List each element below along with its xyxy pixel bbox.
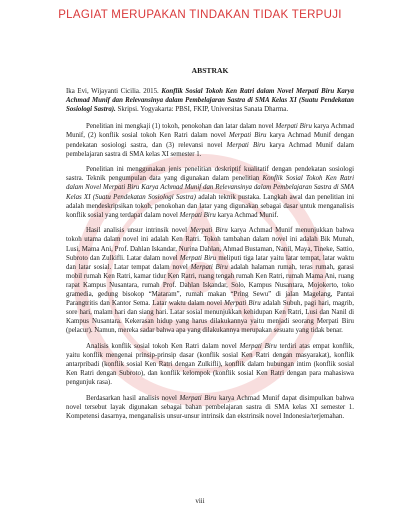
paragraph-text: Hasil analisis unsur intrinsik novel bbox=[86, 227, 191, 235]
italic-text: Merpati Biru bbox=[224, 300, 261, 308]
italic-text: Merpati Biru bbox=[190, 227, 228, 235]
paragraph-text: karya Achmad Munif, (2) konflik sosial tokoh Ken Ratri dalam novel bbox=[66, 123, 354, 140]
italic-text: Merpati Biru bbox=[228, 132, 267, 140]
paragraph-text: karya Achmad Munif dalam pembelajaran sastra di SMA kelas XI semester 1. bbox=[66, 141, 354, 158]
italic-text: Merpati Biru bbox=[179, 211, 216, 219]
paragraph-text: adalah Subuh, pagi hari, magrib, sore hari, malam hari dan siang hari. Latar sosial menunjukkan kehidupan Ken Ratri, Lusi dan Nanil di Kampus Nusantara. Kekerasan hidup yang harus dilakukannya yaitu menjadi seorang Merpati Biru (pelacur). Namun, mereka sadar bahwa apa yang dilakukannya merupakan sesuatu yang tidak benar. bbox=[66, 300, 354, 335]
paragraph-text: adalah halaman rumah, teras rumah, garasi mobil rumah Ken Ratri, kamar tidur Ken Ratri, ruang tengah rumah Ken Ratri, rumah Mama Ani, ruang rapat Kampus Nusantara, rumah Prof. Dahlan Iskandar, Solo, Kampus Nusantara, Mojokerto, toko gramedia, gedung bisokop “Mataram”, rumah makan “Pring Sewu” di jalan Magelang, Pantai Parangtritis dan Kantor Sema. Latar waktu dalam novel bbox=[66, 263, 354, 308]
paragraph-text: karya Achmad Munif dengan pendekatan sosiologi sastra, dan (3) relevansi novel bbox=[66, 132, 354, 149]
paragraph-text: karya Achmad Munif dapat disimpulkan bahwa novel tersebut layak digunakan sebagai bahan pembelajaran sastra di SMA kelas XI semester 1. Kompetensi dasarnya, menganalisis unsur-unsur intrinsik dan ekstrinsik novel Indonesia/terjemahan. bbox=[66, 394, 354, 421]
abstract-paragraph bbox=[66, 394, 354, 421]
abstract-paragraph bbox=[66, 226, 354, 335]
paragraph-text: Berdasarkan hasil analisis novel bbox=[86, 394, 180, 402]
paragraph-text: Penelitian ini menggunakan jenis penelitian deskriptif kualitatif dengan pendekatan sosiologi sastra. Teknik pengumpulan data yang digunakan dalam penelitian bbox=[66, 166, 354, 183]
abstract-body bbox=[66, 122, 354, 421]
citation bbox=[66, 87, 354, 114]
abstract-title: ABSTRAK bbox=[191, 66, 229, 75]
italic-text: Merpati Biru bbox=[239, 342, 277, 350]
citation-authors: Ika Evi, Wijayanti Cicilia. 2015. bbox=[66, 88, 159, 96]
paragraph-text: meliputi tiga latar yaitu latar tempat, latar waktu dan latar sosial. Latar tempat dalam novel bbox=[66, 254, 354, 271]
paragraph-text: karya Achmad Munif menunjukkan bahwa tokoh utama dalam novel ini adalah Ken Ratri. Tokoh tambahan dalam novel ini adalah Bik Munah, Lusi, Mama Ani, Prof. Dahlan Iskandar, Nurina Dahlan, Ahmad Bustaman, Nanil, Maya, Tineke, Sattio, Subroto dan Zulkifli. Latar dalam novel bbox=[66, 227, 354, 262]
plagiarism-warning-banner: PLAGIAT MERUPAKAN TINDAKAN TIDAK TERPUJI bbox=[58, 9, 342, 21]
abstract-page bbox=[66, 66, 354, 428]
italic-text: Merpati Biru bbox=[179, 254, 217, 262]
italic-text: Merpati Biru bbox=[179, 394, 217, 402]
italic-text: Merpati Biru bbox=[275, 123, 312, 131]
italic-text: Merpati Biru bbox=[226, 141, 266, 149]
abstract-paragraph bbox=[66, 122, 354, 158]
paragraph-text: Analisis konflik sosial tokoh Ken Ratri dalam novel bbox=[86, 342, 240, 350]
paragraph-text: karya Achmad Munif. bbox=[215, 211, 279, 219]
italic-text: Merpati Biru bbox=[190, 263, 228, 271]
italic-text: Konflik Sosial Tokoh Ken Ratri dalam Novel Merpati Biru Karya Achmad Munif dan Relevansinya dalam Pembelajaran Sastra di SMA Kelas XI (Suatu Pendekatan Sosiologi Sastra) bbox=[66, 175, 354, 201]
page-number: viii bbox=[195, 497, 205, 505]
paragraph-text: terdiri atas empat konflik, yaitu konflik mengenai prinsip-prinsip dasar (konflik sosial Ken Ratri dengan masyarakat), konflik antarpribadi (konflik sosial Ken Ratri dengan Zulkifli), konflik dalam hubungan intim (konflik sosial Ken Ratri dengan Subroto), dan konflik kelompok (konflik sosial Ken Ratri dengan para mahasiswa pengunjuk rasa). bbox=[66, 342, 354, 387]
abstract-paragraph bbox=[66, 165, 354, 220]
paragraph-text: adalah teknik pustaka. Langkah awal dan penelitian ini adalah mendeskripsikan tokoh, penokohan dan latar yang digunakan sebagai dasar untuk menganalisis konflik sosial yang terdapat dalam novel bbox=[66, 193, 354, 219]
citation-title: Konflik Sosial Tokoh Ken Ratri dalam Novel Merpati Biru Karya Achmad Munif dan Relevansinya dalam Pembelajaran Sastra di SMA Kelas XI (Suatu Pendekatan Sosiologi Sastra). bbox=[66, 88, 354, 114]
paragraph-text: Penelitian ini mengkaji (1) tokoh, penokohan dan latar dalam novel bbox=[86, 123, 276, 131]
abstract-paragraph bbox=[66, 342, 354, 387]
citation-publisher: Skripsi. Yogyakarta: PBSI, FKIP, Universitas Sanata Dharma. bbox=[117, 106, 289, 114]
